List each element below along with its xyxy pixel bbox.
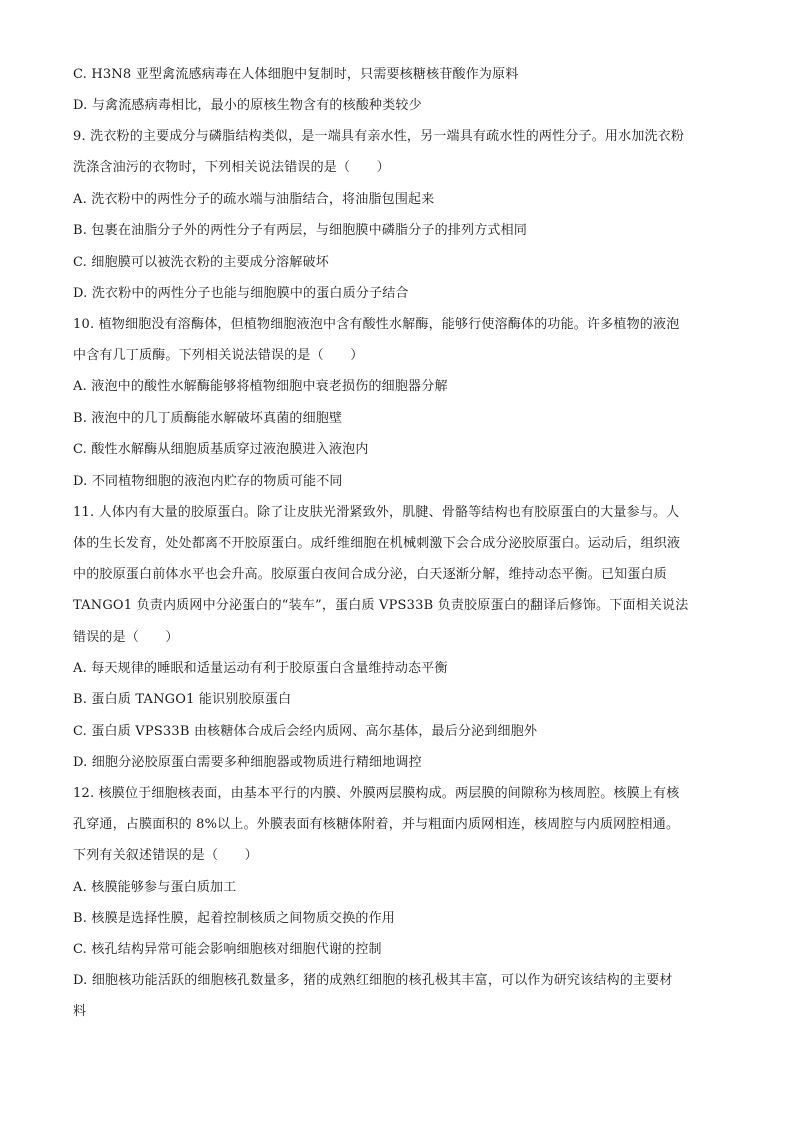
q9-stem-line-1: 9. 洗衣粉的主要成分与磷脂结构类似，是一端具有亲水性，另一端具有疏水性的两性分子。用水加洗衣粉 [73, 129, 685, 144]
q11-stem-line-3: 中的胶原蛋白前体水平也会升高。胶原蛋白夜间合成分泌，白天逐渐分解，维持动态平衡。已知蛋白质 [73, 567, 668, 582]
q12-option-a: A. 核膜能够参与蛋白质加工 [73, 880, 237, 895]
q11-option-a: A. 每天规律的睡眠和适量运动有利于胶原蛋白含量维持动态平衡 [73, 661, 448, 676]
q12-option-c: C. 核孔结构异常可能会影响细胞核对细胞代谢的控制 [73, 942, 382, 957]
q9-stem-line-2: 洗涤含油污的衣物时，下列相关说法错误的是（ ） [73, 160, 390, 175]
q8-option-c: C. H3N8 亚型禽流感病毒在人体细胞中复制时，只需要核糖核苷酸作为原料 [73, 67, 519, 82]
q12-stem-line-1: 12. 核膜位于细胞核表面，由基本平行的内膜、外膜两层膜构成。两层膜的间隙称为核周腔。核膜上有核 [73, 786, 680, 801]
q10-stem-line-1: 10. 植物细胞没有溶酶体，但植物细胞液泡中含有酸性水解酶，能够行使溶酶体的功能。许多植物的液泡 [73, 317, 680, 332]
q12-stem-line-2: 孔穿通，占膜面积的 8%以上。外膜表面有核糖体附着，并与粗面内质网相连，核周腔与内质网腔相通。 [73, 817, 680, 832]
q9-option-b: B. 包裹在油脂分子外的两性分子有两层，与细胞膜中磷脂分子的排列方式相同 [73, 223, 528, 238]
q11-stem-line-5: 错误的是（ ） [73, 630, 179, 645]
q9-option-d: D. 洗衣粉中的两性分子也能与细胞膜中的蛋白质分子结合 [73, 286, 409, 301]
q11-option-c: C. 蛋白质 VPS33B 由核糖体合成后会经内质网、高尔基体，最后分泌到细胞外 [73, 724, 538, 739]
q12-stem-line-3: 下列有关叙述错误的是（ ） [73, 848, 258, 863]
q10-stem-line-2: 中含有几丁质酶。下列相关说法错误的是（ ） [73, 348, 364, 363]
q11-option-d: D. 细胞分泌胶原蛋白需要多种细胞器或物质进行精细地调控 [73, 755, 422, 770]
q11-option-b: B. 蛋白质 TANGO1 能识别胶原蛋白 [73, 692, 292, 707]
q10-option-b: B. 液泡中的几丁质酶能水解破坏真菌的细胞壁 [73, 411, 343, 426]
q11-stem-line-1: 11. 人体内有大量的胶原蛋白。除了让皮肤光滑紧致外，肌腱、骨骼等结构也有胶原蛋白的大量参与。人 [73, 505, 680, 520]
q10-option-c: C. 酸性水解酶从细胞质基质穿过液泡膜进入液泡内 [73, 442, 369, 457]
q8-option-d: D. 与禽流感病毒相比，最小的原核生物含有的核酸种类较少 [73, 98, 422, 113]
q12-option-b: B. 核膜是选择性膜，起着控制核质之间物质交换的作用 [73, 911, 396, 926]
q10-option-a: A. 液泡中的酸性水解酶能够将植物细胞中衰老损伤的细胞器分解 [73, 379, 448, 394]
q11-stem-line-4: TANGO1 负责内质网中分泌蛋白的“装车”，蛋白质 VPS33B 负责胶原蛋白的翻译后修饰。下面相关说法 [73, 598, 689, 613]
q10-option-d: D. 不同植物细胞的液泡内贮存的物质可能不同 [73, 474, 343, 489]
q11-stem-line-2: 体的生长发育，处处都离不开胶原蛋白。成纤维细胞在机械刺激下会合成分泌胶原蛋白。运动后，组织液 [73, 536, 681, 551]
q12-option-d-line-1: D. 细胞核功能活跃的细胞核孔数量多，猪的成熟红细胞的核孔极其丰富，可以作为研究该结构的主要材 [73, 973, 673, 988]
q12-option-d-line-2: 料 [73, 1004, 87, 1019]
q9-option-a: A. 洗衣粉中的两性分子的疏水端与油脂结合，将油脂包围起来 [73, 192, 435, 207]
q9-option-c: C. 细胞膜可以被洗衣粉的主要成分溶解破坏 [73, 255, 329, 270]
